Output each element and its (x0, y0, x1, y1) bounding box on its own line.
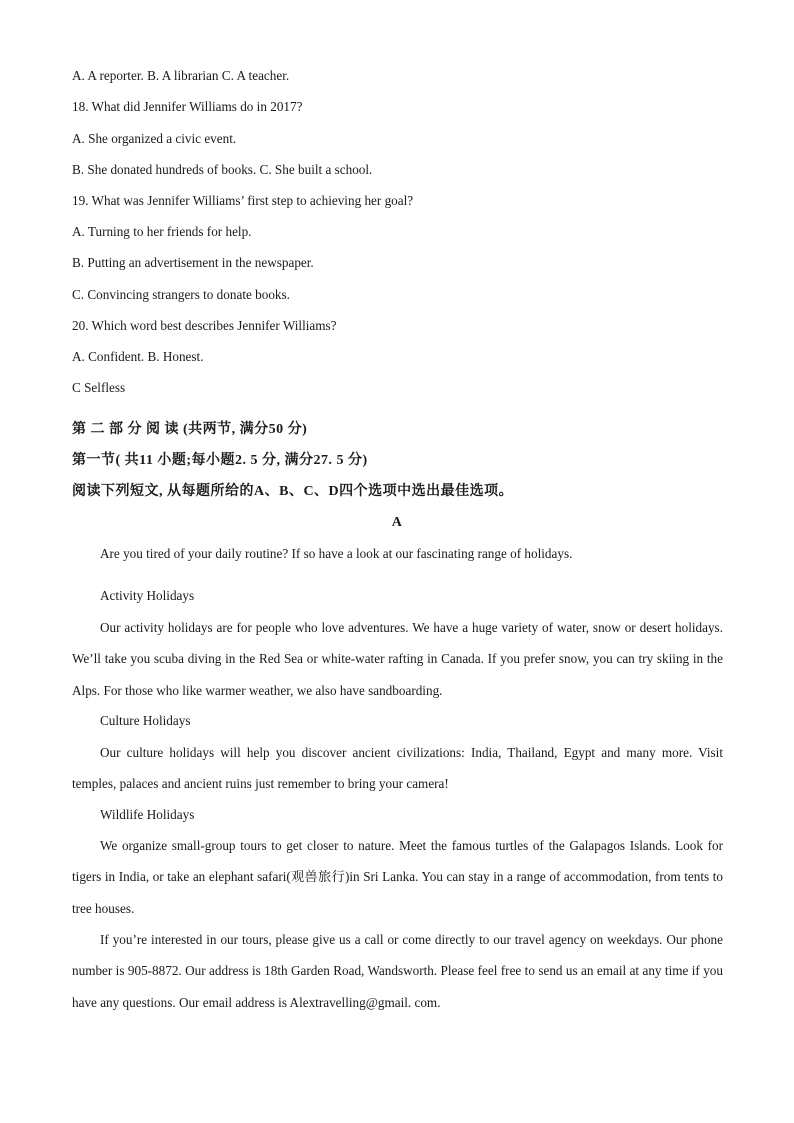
q19-option-c: C. Convincing strangers to donate books. (72, 287, 290, 302)
activity-holidays-heading: Activity Holidays (100, 588, 195, 603)
section-subheading: 第一节( 共11 小题;每小题2. 5 分, 满分27. 5 分) (72, 453, 368, 468)
q19-option-b: B. Putting an advertisement in the newspaper. (72, 255, 314, 270)
q18-question: 18. What did Jennifer Williams do in 2017? (72, 99, 303, 114)
q18-option-a: A. She organized a civic event. (72, 131, 237, 146)
closing-paragraph: If you’re interested in our tours, please give us a call or come directly to our travel agency on weekdays. Our phone number is 905-8872. Our address is 18th Garden Road, Wandsworth. Please feel free to send us an email at any time if you have any questions. Our email address is Alextravelling@gmail. com. (72, 932, 723, 1010)
q20-option-ab: A. Confident. B. Honest. (72, 349, 204, 364)
passage-intro: Are you tired of your daily routine? If so have a look at our fascinating range of holidays. (100, 546, 573, 561)
activity-holidays-text: Our activity holidays are for people who love adventures. We have a huge variety of water, snow or desert holidays. We’ll take you scuba diving in the Red Sea or white-water rafting in Canada. If you prefer snow, you can try skiing in the Alps. For those who like warmer weather, we also have sandboarding. (72, 620, 723, 698)
passage-letter: A (391, 515, 403, 530)
q19-question: 19. What was Jennifer Williams’ first step to achieving her goal? (72, 193, 414, 208)
section-heading: 第 二 部 分 阅 读 (共两节, 满分50 分) (72, 422, 308, 437)
wildlife-holidays-heading: Wildlife Holidays (100, 807, 195, 822)
culture-holidays-text: Our culture holidays will help you discover ancient civilizations: India, Thailand, Egypt and many more. Visit temples, palaces and ancient ruins just remember to bring your camera! (72, 745, 723, 792)
q17-options: A. A reporter. B. A librarian C. A teacher. (72, 68, 290, 83)
q20-option-c: C Selfless (72, 380, 126, 395)
wildlife-holidays-text: We organize small-group tours to get closer to nature. Meet the famous turtles of the Galapagos Islands. Look for tigers in India, or take an elephant safari(观兽旅行)in Sri Lanka. You can stay in a range of accommodation, from tents to tree houses. (72, 838, 723, 916)
culture-holidays-heading: Culture Holidays (100, 713, 191, 728)
q19-option-a: A. Turning to her friends for help. (72, 224, 252, 239)
section-instruction: 阅读下列短文, 从每题所给的A、B、C、D四个选项中选出最佳选项。 (72, 484, 514, 499)
q20-question: 20. Which word best describes Jennifer Williams? (72, 318, 337, 333)
q18-option-bc: B. She donated hundreds of books. C. She built a school. (72, 162, 373, 177)
